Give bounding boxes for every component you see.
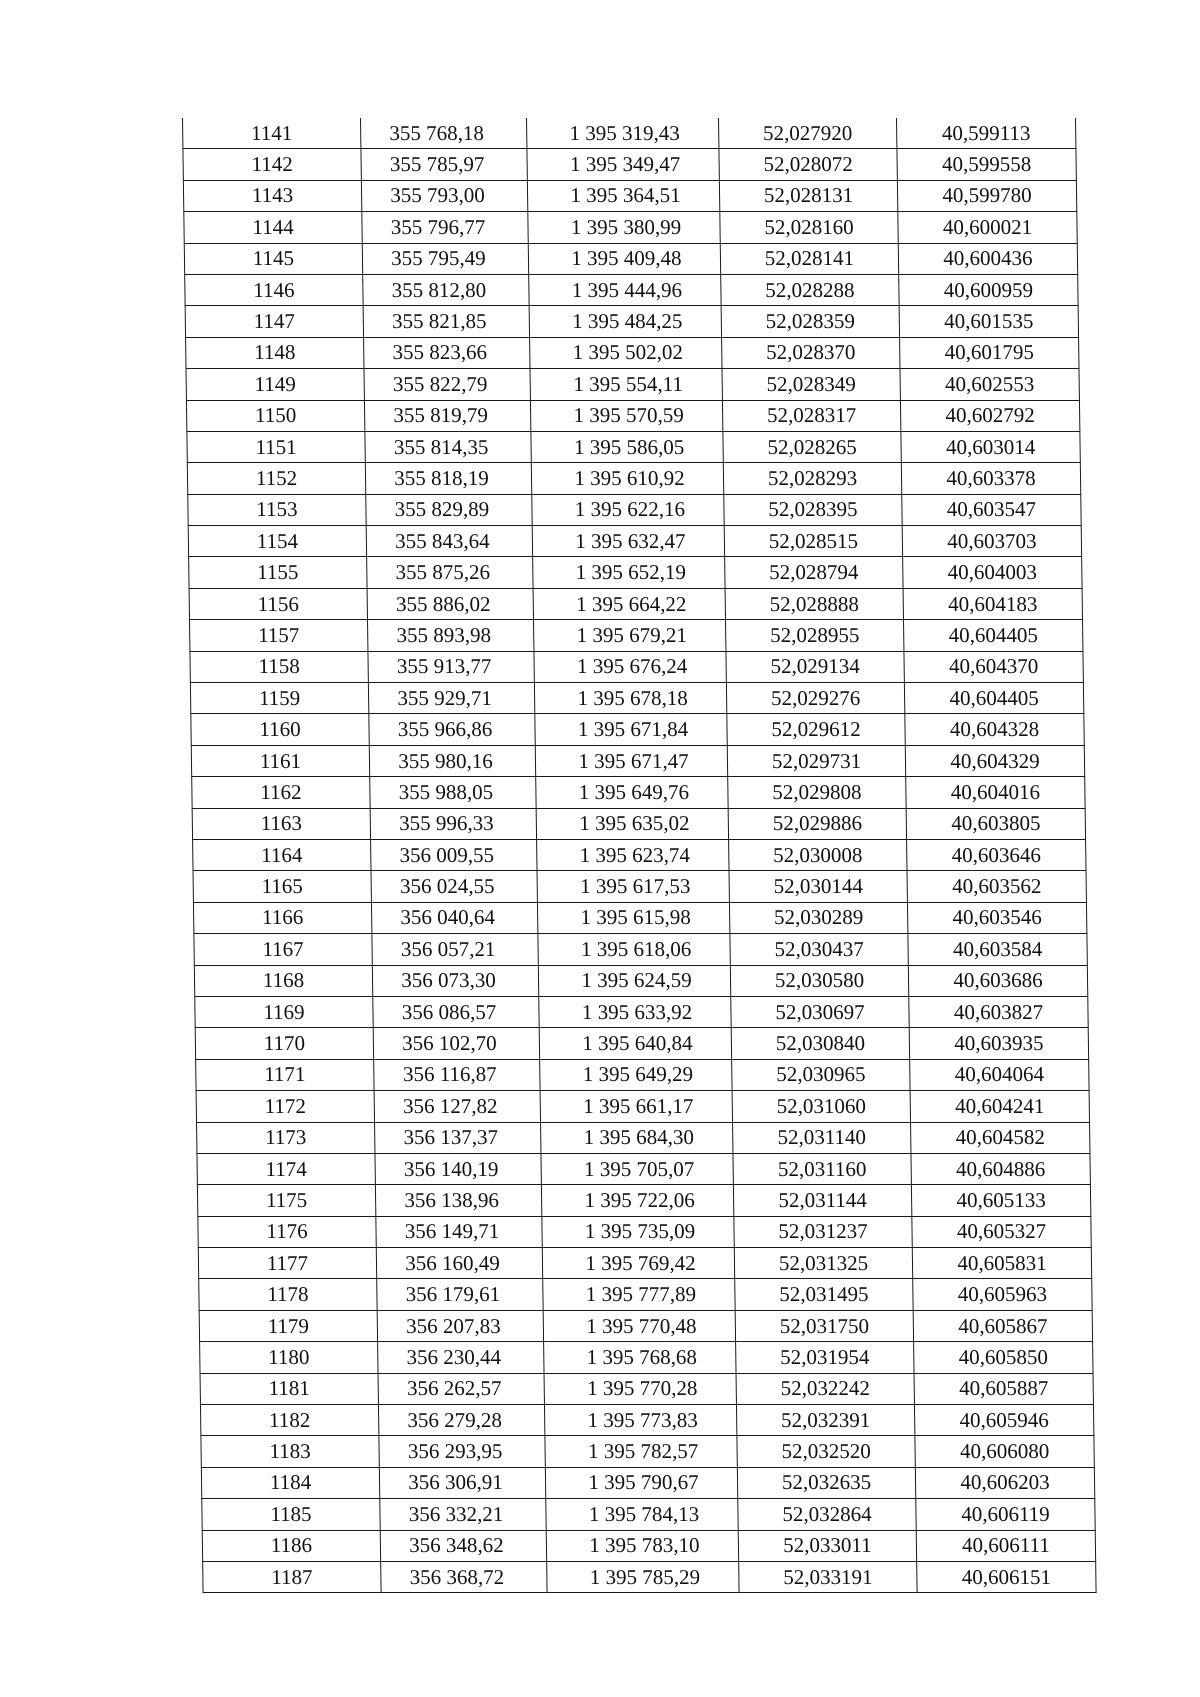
table-row [194,934,1087,965]
x-coordinate-cell: 355 821,85 [363,306,529,337]
y-coordinate-cell: 1 395 349,47 [527,149,719,180]
y-coordinate-cell: 1 395 790,67 [545,1467,737,1498]
latitude-cell: 52,033191 [739,1561,917,1592]
point-number-cell: 1161 [191,745,369,776]
y-coordinate-cell: 1 395 678,18 [534,683,726,714]
x-coordinate-cell: 356 102,70 [373,1028,539,1059]
point-number-cell: 1153 [188,494,366,525]
x-coordinate-cell: 356 024,55 [371,871,537,902]
y-coordinate-cell: 1 395 679,21 [534,620,726,651]
x-coordinate-cell: 356 040,64 [371,902,537,933]
point-number-cell: 1170 [195,1028,373,1059]
x-coordinate-cell: 355 843,64 [366,526,532,557]
table-row [203,1561,1096,1592]
table-row [186,337,1079,368]
table-row [184,243,1077,274]
latitude-cell: 52,028131 [719,180,897,211]
x-coordinate-cell: 356 306,91 [379,1467,545,1498]
x-coordinate-cell: 355 785,97 [361,149,527,180]
latitude-cell: 52,032242 [736,1373,914,1404]
point-number-cell: 1155 [189,557,367,588]
longitude-cell: 40,604370 [904,651,1083,682]
longitude-cell: 40,603805 [906,808,1085,839]
longitude-cell: 40,600021 [898,212,1077,243]
x-coordinate-cell: 355 966,86 [369,714,535,745]
point-number-cell: 1145 [184,243,362,274]
longitude-cell: 40,605867 [913,1310,1092,1341]
longitude-cell: 40,604241 [910,1091,1089,1122]
longitude-cell: 40,605327 [912,1216,1091,1247]
table-row [193,839,1086,870]
latitude-cell: 52,028317 [722,400,900,431]
y-coordinate-cell: 1 395 770,48 [543,1310,735,1341]
table-row [200,1373,1093,1404]
point-number-cell: 1172 [196,1091,374,1122]
y-coordinate-cell: 1 395 649,29 [540,1059,732,1090]
point-number-cell: 1181 [200,1373,378,1404]
x-coordinate-cell: 356 086,57 [373,996,539,1027]
coordinates-table-body [183,118,1097,1593]
x-coordinate-cell: 355 795,49 [362,243,528,274]
longitude-cell: 40,606111 [916,1530,1095,1561]
y-coordinate-cell: 1 395 618,06 [538,934,730,965]
x-coordinate-cell: 355 812,80 [363,274,529,305]
latitude-cell: 52,030697 [731,996,909,1027]
y-coordinate-cell: 1 395 784,13 [546,1499,738,1530]
longitude-cell: 40,605963 [913,1279,1092,1310]
latitude-cell: 52,033011 [738,1530,916,1561]
x-coordinate-cell: 355 886,02 [367,588,533,619]
latitude-cell: 52,029612 [727,714,905,745]
longitude-cell: 40,604582 [911,1122,1090,1153]
longitude-cell: 40,605850 [914,1342,1093,1373]
latitude-cell: 52,029276 [726,683,904,714]
point-number-cell: 1184 [201,1467,379,1498]
table-row [186,400,1079,431]
table-row [193,871,1086,902]
x-coordinate-cell: 355 768,18 [361,118,527,149]
point-number-cell: 1185 [202,1499,380,1530]
point-number-cell: 1156 [189,588,367,619]
table-row [186,369,1079,400]
point-number-cell: 1177 [198,1248,376,1279]
x-coordinate-cell: 355 814,35 [365,431,531,462]
table-row [195,996,1088,1027]
point-number-cell: 1173 [197,1122,375,1153]
longitude-cell: 40,603686 [908,965,1087,996]
y-coordinate-cell: 1 395 623,74 [537,839,729,870]
latitude-cell: 52,029808 [728,777,906,808]
x-coordinate-cell: 356 230,44 [378,1342,544,1373]
latitude-cell: 52,028370 [722,337,900,368]
x-coordinate-cell: 355 875,26 [367,557,533,588]
x-coordinate-cell: 356 368,72 [381,1561,547,1592]
latitude-cell: 52,028359 [721,306,899,337]
point-number-cell: 1141 [183,118,361,149]
coordinates-table [182,118,1097,1593]
point-number-cell: 1186 [202,1530,380,1561]
point-number-cell: 1158 [190,651,368,682]
y-coordinate-cell: 1 395 652,19 [533,557,725,588]
longitude-cell: 40,603703 [902,526,1081,557]
table-row [196,1091,1089,1122]
longitude-cell: 40,603378 [901,463,1080,494]
longitude-cell: 40,604003 [903,557,1082,588]
point-number-cell: 1187 [203,1561,381,1592]
longitude-cell: 40,604886 [911,1153,1090,1184]
latitude-cell: 52,028794 [725,557,903,588]
latitude-cell: 52,032520 [737,1436,915,1467]
y-coordinate-cell: 1 395 586,05 [531,431,723,462]
y-coordinate-cell: 1 395 380,99 [528,212,720,243]
x-coordinate-cell: 356 116,87 [374,1059,540,1090]
table-row [191,714,1084,745]
latitude-cell: 52,031160 [733,1153,911,1184]
latitude-cell: 52,031325 [734,1248,912,1279]
table-row [190,651,1083,682]
longitude-cell: 40,604016 [906,777,1085,808]
latitude-cell: 52,030840 [731,1028,909,1059]
table-row [202,1530,1095,1561]
y-coordinate-cell: 1 395 617,53 [537,871,729,902]
point-number-cell: 1178 [199,1279,377,1310]
y-coordinate-cell: 1 395 671,47 [535,745,727,776]
point-number-cell: 1183 [201,1436,379,1467]
latitude-cell: 52,030144 [729,871,907,902]
longitude-cell: 40,601535 [899,306,1078,337]
y-coordinate-cell: 1 395 633,92 [539,996,731,1027]
longitude-cell: 40,604405 [904,620,1083,651]
x-coordinate-cell: 356 262,57 [378,1373,544,1404]
point-number-cell: 1154 [188,526,366,557]
y-coordinate-cell: 1 395 622,16 [532,494,724,525]
table-row [187,463,1080,494]
y-coordinate-cell: 1 395 676,24 [534,651,726,682]
latitude-cell: 52,030289 [729,902,907,933]
longitude-cell: 40,601795 [900,337,1079,368]
table-row [196,1059,1089,1090]
table-row [202,1499,1095,1530]
table-row [189,588,1082,619]
longitude-cell: 40,603646 [907,839,1086,870]
x-coordinate-cell: 356 009,55 [371,839,537,870]
point-number-cell: 1160 [191,714,369,745]
x-coordinate-cell: 355 893,98 [368,620,534,651]
table-row [197,1122,1090,1153]
point-number-cell: 1143 [183,180,361,211]
y-coordinate-cell: 1 395 319,43 [527,118,719,149]
longitude-cell: 40,603014 [901,431,1080,462]
point-number-cell: 1168 [194,965,372,996]
x-coordinate-cell: 355 829,89 [366,494,532,525]
longitude-cell: 40,604183 [903,588,1082,619]
latitude-cell: 52,028072 [719,149,897,180]
y-coordinate-cell: 1 395 502,02 [530,337,722,368]
y-coordinate-cell: 1 395 782,57 [545,1436,737,1467]
latitude-cell: 52,031144 [733,1185,911,1216]
point-number-cell: 1169 [195,996,373,1027]
point-number-cell: 1163 [192,808,370,839]
point-number-cell: 1166 [193,902,371,933]
point-number-cell: 1157 [190,620,368,651]
point-number-cell: 1146 [185,274,363,305]
point-number-cell: 1165 [193,871,371,902]
x-coordinate-cell: 356 073,30 [372,965,538,996]
latitude-cell: 52,029731 [727,745,905,776]
y-coordinate-cell: 1 395 722,06 [541,1185,733,1216]
latitude-cell: 52,029886 [728,808,906,839]
x-coordinate-cell: 355 980,16 [369,745,535,776]
longitude-cell: 40,603547 [902,494,1081,525]
y-coordinate-cell: 1 395 661,17 [540,1091,732,1122]
latitude-cell: 52,028395 [724,494,902,525]
table-row [199,1310,1092,1341]
latitude-cell: 52,031140 [733,1122,911,1153]
x-coordinate-cell: 356 348,62 [380,1530,546,1561]
y-coordinate-cell: 1 395 735,09 [542,1216,734,1247]
x-coordinate-cell: 355 819,79 [364,400,530,431]
table-row [191,745,1084,776]
longitude-cell: 40,606151 [917,1561,1096,1592]
point-number-cell: 1182 [200,1405,378,1436]
y-coordinate-cell: 1 395 444,96 [529,274,721,305]
point-number-cell: 1147 [185,306,363,337]
x-coordinate-cell: 355 988,05 [370,777,536,808]
latitude-cell: 52,030437 [730,934,908,965]
longitude-cell: 40,605946 [914,1405,1093,1436]
longitude-cell: 40,604405 [904,683,1083,714]
latitude-cell: 52,032391 [736,1405,914,1436]
x-coordinate-cell: 355 913,77 [368,651,534,682]
table-row [197,1153,1090,1184]
y-coordinate-cell: 1 395 783,10 [546,1530,738,1561]
y-coordinate-cell: 1 395 768,68 [544,1342,736,1373]
x-coordinate-cell: 356 293,95 [379,1436,545,1467]
longitude-cell: 40,605887 [914,1373,1093,1404]
table-row [189,557,1082,588]
x-coordinate-cell: 356 137,37 [375,1122,541,1153]
latitude-cell: 52,027920 [719,118,897,149]
point-number-cell: 1164 [193,839,371,870]
x-coordinate-cell: 356 279,28 [378,1405,544,1436]
table-row [194,965,1087,996]
x-coordinate-cell: 356 207,83 [377,1310,543,1341]
y-coordinate-cell: 1 395 769,42 [542,1248,734,1279]
table-row [200,1342,1093,1373]
longitude-cell: 40,605831 [912,1248,1091,1279]
y-coordinate-cell: 1 395 777,89 [543,1279,735,1310]
table-row [195,1028,1088,1059]
x-coordinate-cell: 355 822,79 [364,369,530,400]
x-coordinate-cell: 356 332,21 [380,1499,546,1530]
table-row [198,1216,1091,1247]
latitude-cell: 52,028141 [720,243,898,274]
x-coordinate-cell: 355 796,77 [362,212,528,243]
longitude-cell: 40,605133 [911,1185,1090,1216]
latitude-cell: 52,028955 [726,620,904,651]
point-number-cell: 1152 [187,463,365,494]
table-row [197,1185,1090,1216]
x-coordinate-cell: 356 140,19 [375,1153,541,1184]
table-row [198,1248,1091,1279]
point-number-cell: 1167 [194,934,372,965]
longitude-cell: 40,599113 [897,118,1076,149]
y-coordinate-cell: 1 395 640,84 [539,1028,731,1059]
y-coordinate-cell: 1 395 684,30 [541,1122,733,1153]
x-coordinate-cell: 355 793,00 [361,180,527,211]
table-row [200,1405,1093,1436]
longitude-cell: 40,604328 [905,714,1084,745]
x-coordinate-cell: 356 138,96 [375,1185,541,1216]
latitude-cell: 52,032635 [737,1467,915,1498]
table-row [187,431,1080,462]
table-row [185,306,1078,337]
longitude-cell: 40,602553 [900,369,1079,400]
longitude-cell: 40,599780 [897,180,1076,211]
y-coordinate-cell: 1 395 649,76 [536,777,728,808]
latitude-cell: 52,031954 [736,1342,914,1373]
latitude-cell: 52,028293 [723,463,901,494]
y-coordinate-cell: 1 395 484,25 [529,306,721,337]
latitude-cell: 52,030965 [732,1059,910,1090]
longitude-cell: 40,606203 [915,1467,1094,1498]
y-coordinate-cell: 1 395 409,48 [528,243,720,274]
point-number-cell: 1175 [197,1185,375,1216]
latitude-cell: 52,031495 [735,1279,913,1310]
y-coordinate-cell: 1 395 554,11 [530,369,722,400]
y-coordinate-cell: 1 395 610,92 [531,463,723,494]
latitude-cell: 52,032864 [738,1499,916,1530]
longitude-cell: 40,600959 [899,274,1078,305]
latitude-cell: 52,028349 [722,369,900,400]
table-row [183,149,1076,180]
table-row [188,494,1081,525]
y-coordinate-cell: 1 395 624,59 [538,965,730,996]
point-number-cell: 1180 [200,1342,378,1373]
table-row [201,1436,1094,1467]
latitude-cell: 52,031750 [735,1310,913,1341]
longitude-cell: 40,600436 [898,243,1077,274]
y-coordinate-cell: 1 395 615,98 [537,902,729,933]
y-coordinate-cell: 1 395 785,29 [547,1561,739,1592]
y-coordinate-cell: 1 395 364,51 [527,180,719,211]
y-coordinate-cell: 1 395 664,22 [533,588,725,619]
longitude-cell: 40,603827 [909,996,1088,1027]
table-row [185,274,1078,305]
table-row [201,1467,1094,1498]
x-coordinate-cell: 356 149,71 [376,1216,542,1247]
y-coordinate-cell: 1 395 770,28 [544,1373,736,1404]
point-number-cell: 1148 [186,337,364,368]
longitude-cell: 40,606080 [915,1436,1094,1467]
point-number-cell: 1150 [186,400,364,431]
y-coordinate-cell: 1 395 632,47 [532,526,724,557]
point-number-cell: 1174 [197,1153,375,1184]
point-number-cell: 1176 [198,1216,376,1247]
y-coordinate-cell: 1 395 570,59 [530,400,722,431]
y-coordinate-cell: 1 395 705,07 [541,1153,733,1184]
longitude-cell: 40,603562 [907,871,1086,902]
table-row [192,777,1085,808]
x-coordinate-cell: 355 818,19 [365,463,531,494]
latitude-cell: 52,030580 [730,965,908,996]
x-coordinate-cell: 356 160,49 [376,1248,542,1279]
point-number-cell: 1142 [183,149,361,180]
latitude-cell: 52,030008 [729,839,907,870]
table-row [199,1279,1092,1310]
table-row [190,620,1083,651]
table-row [183,180,1076,211]
x-coordinate-cell: 355 823,66 [364,337,530,368]
latitude-cell: 52,031060 [732,1091,910,1122]
y-coordinate-cell: 1 395 635,02 [536,808,728,839]
table-row [188,526,1081,557]
x-coordinate-cell: 355 929,71 [368,683,534,714]
x-coordinate-cell: 356 127,82 [374,1091,540,1122]
point-number-cell: 1162 [192,777,370,808]
y-coordinate-cell: 1 395 773,83 [544,1405,736,1436]
point-number-cell: 1171 [196,1059,374,1090]
longitude-cell: 40,606119 [916,1499,1095,1530]
x-coordinate-cell: 355 996,33 [370,808,536,839]
x-coordinate-cell: 356 057,21 [372,934,538,965]
table-row [192,808,1085,839]
latitude-cell: 52,028515 [724,526,902,557]
table-row [190,683,1083,714]
longitude-cell: 40,603935 [909,1028,1088,1059]
latitude-cell: 52,028888 [725,588,903,619]
y-coordinate-cell: 1 395 671,84 [535,714,727,745]
longitude-cell: 40,602792 [900,400,1079,431]
latitude-cell: 52,028288 [721,274,899,305]
longitude-cell: 40,604064 [910,1059,1089,1090]
latitude-cell: 52,029134 [726,651,904,682]
longitude-cell: 40,604329 [905,745,1084,776]
table-row [193,902,1086,933]
latitude-cell: 52,031237 [734,1216,912,1247]
point-number-cell: 1151 [187,431,365,462]
x-coordinate-cell: 356 179,61 [377,1279,543,1310]
point-number-cell: 1149 [186,369,364,400]
table-row [184,212,1077,243]
point-number-cell: 1144 [184,212,362,243]
longitude-cell: 40,603584 [908,934,1087,965]
table-row [183,118,1076,149]
point-number-cell: 1159 [190,683,368,714]
point-number-cell: 1179 [199,1310,377,1341]
latitude-cell: 52,028265 [723,431,901,462]
longitude-cell: 40,599558 [897,149,1076,180]
longitude-cell: 40,603546 [907,902,1086,933]
latitude-cell: 52,028160 [720,212,898,243]
